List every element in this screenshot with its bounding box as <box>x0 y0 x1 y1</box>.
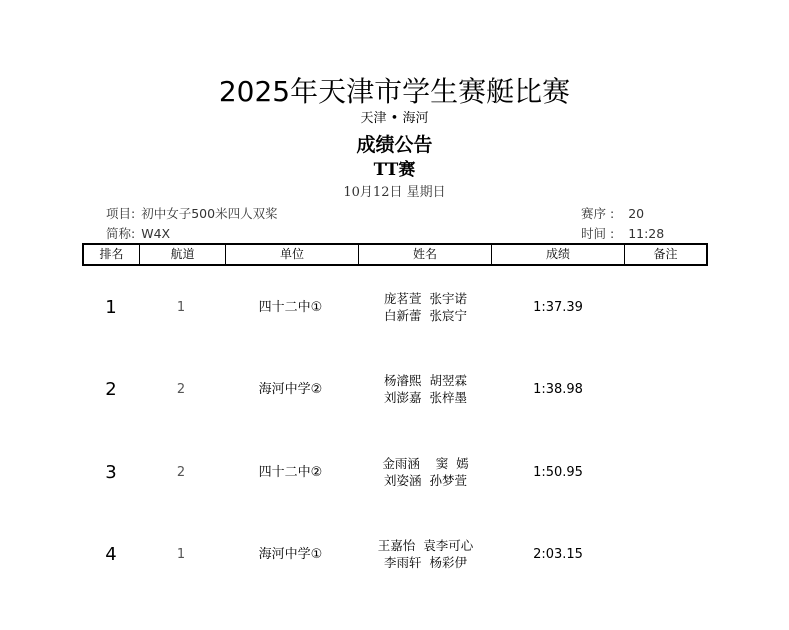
table-row <box>84 370 706 410</box>
event-label: 项目: <box>106 206 136 221</box>
sequence-info <box>581 206 644 222</box>
crew-names-line: 刘澎嘉 张梓墨 <box>384 390 467 405</box>
notice-title: 成绩公告 <box>356 134 433 156</box>
unit-cell: 四十二中② <box>258 465 323 480</box>
result-cell: 1:50.95 <box>533 465 583 480</box>
crew-names-line: 金雨涵 窦 嫣 <box>382 456 469 471</box>
abbr-value: W4X <box>141 226 171 241</box>
result-cell: 1:38.98 <box>533 382 583 397</box>
crew-names-line: 李雨轩 杨彩伊 <box>384 555 467 570</box>
header-result: 成绩 <box>492 245 625 264</box>
rank-cell: 4 <box>105 544 117 565</box>
result-cell: 2:03.15 <box>533 547 583 562</box>
result-cell: 1:37.39 <box>533 300 583 315</box>
header-unit: 单位 <box>226 245 359 264</box>
time-value: 11:28 <box>628 226 665 241</box>
sequence-value: 20 <box>628 206 645 221</box>
crew-names-line: 杨濬熙 胡翌霖 <box>384 373 467 388</box>
rank-cell: 3 <box>105 462 117 483</box>
event-info <box>106 206 278 222</box>
header-lane: 航道 <box>140 245 226 264</box>
header-names: 姓名 <box>359 245 492 264</box>
crew-names-line: 庞茗萱 张宇诺 <box>384 291 467 306</box>
names-cell <box>359 455 492 489</box>
rank-cell: 2 <box>105 379 117 400</box>
crew-names-line: 刘姿涵 孙梦萱 <box>384 473 467 488</box>
time-info <box>581 226 664 242</box>
table-row <box>84 288 706 328</box>
table-row <box>84 535 706 575</box>
crew-names-line: 王嘉怡 袁李可心 <box>377 538 474 553</box>
lane-cell: 1 <box>176 547 186 562</box>
names-cell <box>359 372 492 406</box>
header-rank: 排名 <box>84 245 140 264</box>
results-table-header <box>82 243 708 266</box>
abbr-label: 简称: <box>106 226 136 241</box>
names-cell <box>359 537 492 571</box>
page-title: 2025年天津市学生赛艇比赛 <box>218 75 571 108</box>
event-value: 初中女子500米四人双桨 <box>141 206 278 221</box>
time-label: 时间 : <box>581 226 615 241</box>
abbr-info <box>106 226 170 242</box>
crew-names-line: 白新蕾 张宸宁 <box>384 308 467 323</box>
table-row <box>84 453 706 493</box>
unit-cell: 四十二中① <box>258 300 323 315</box>
rank-cell: 1 <box>105 297 117 318</box>
race-date: 10月12日 星期日 <box>343 185 446 200</box>
venue-subtitle: 天津 • 海河 <box>360 111 429 126</box>
race-title: TT赛 <box>373 160 416 180</box>
lane-cell: 2 <box>176 382 186 397</box>
unit-cell: 海河中学① <box>258 547 323 562</box>
header-remark: 备注 <box>653 247 678 261</box>
sequence-label: 赛序 : <box>581 206 615 221</box>
names-cell <box>359 290 492 324</box>
lane-cell: 1 <box>176 300 186 315</box>
unit-cell: 海河中学② <box>258 382 323 397</box>
lane-cell: 2 <box>176 465 186 480</box>
